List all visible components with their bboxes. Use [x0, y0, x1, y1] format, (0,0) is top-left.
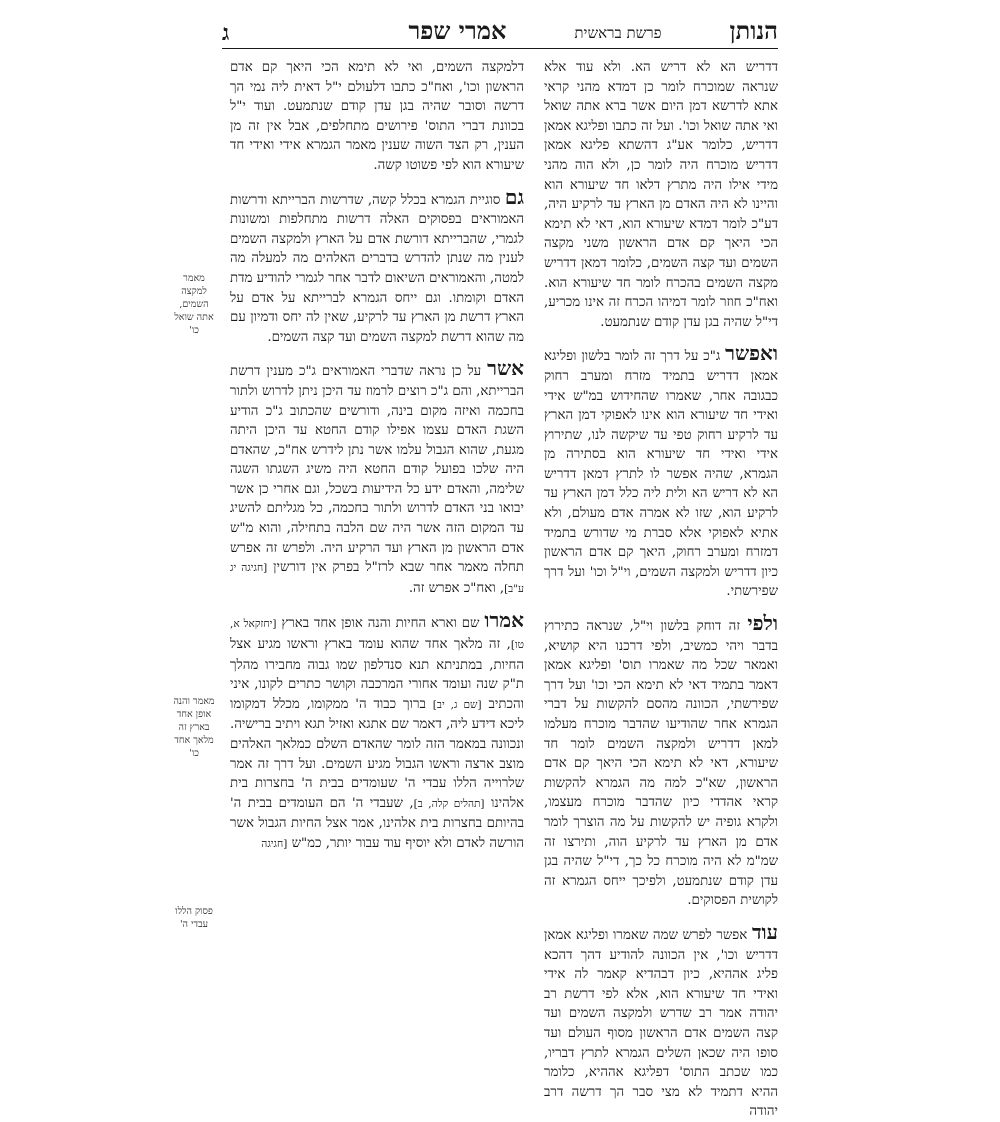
running-head: [222, 14, 778, 49]
source-citation: [שם ג, יב]: [432, 698, 482, 711]
lead-word: אמרו: [484, 608, 524, 633]
source-citation: [תהלים קלה, ב]: [413, 797, 485, 810]
corner-word: הנותן: [729, 16, 778, 45]
paragraph: [544, 611, 778, 911]
paragraph-text: סוגיית הגמרא בכלל קשה, שדרשות הברייתא ודרשות האמוראים בפסוקים האלה דרשות מתחלפות ומשונות לגמרי, שהברייתא דורשת אדם על הארץ ולמקצה השמים לענין מה שנתן להדרש בדברים האלהים מה למעלה מה למטה, והאמוראים השיאום לדבר אחר לגמרי להודיע מדת האדם וקומתו. וגם ייחס הגמרא לברייתא על אדם על הארץ דרשת מן הארץ עד לרקיע, שאין לה יחס ודמיון עם מה שהוא דרשת למקצה השמים ועד קצה השמים.: [230, 192, 524, 345]
source-citation: [חגיגה יג ע"ב]: [230, 562, 524, 595]
paragraph: [230, 184, 524, 348]
paragraph-text: ברוך כבוד ה' ממקומו, מכלל דמקומו ליכא דידע ליה, דאמר שם אתגא ואזיל תגא ויתיב ברישיה. ונכוונה במאמר הזה לומר שהאדם השלם כמלאך האלהים מוצב ארצה וראשו הגבול מגיע השמים. ועל דרך זה אמר שלרוייה הללו עבדי ה' שעומדים בבית ה' בחצרות בית אלהינו: [230, 696, 525, 811]
paragraph-text: אפשר לפרש שמה שאמרו ופליגא אמאן דדריש וכו', אין הכוונה להודיע דהך דהכא פליג אההיא, כיון דבהדיא קאמר לה אידי ואידי חד שיעורא הוא, אלא לפי דרשת רב יהודה אמר רב שדרש ולמקצה השמים ועד קצה השמים אדם הראשון מסוף העולם ועד סופו היה שכאן השלים הגמרא לתרץ דבריו, כמו שכתב התוס' דפליגא אההיא, כלומר ההיא דתמיד לא מצי סבר הך דרשה דרב יהודה: [544, 927, 778, 1120]
right-column: [544, 58, 778, 1120]
paragraph-text: על כן נראה שדברי האמוראים ג"כ מענין דרשת הברייתא, והם ג"כ רוצים לרמוז עד היכן ניתן לדרוש ולתור בחכמה ואיזה מקום בינה, ודורשים שהכתוב ג"כ הודיע השגת האדם עצמו אפילו קודם החטא עד היכן היתה מגעת, שהוא הגבול עלמו אשר נתן לידרש אח"כ, שהאדם היה שלכו בפועל קודם החטא היה משיג השגתו השגה שלימה, והאדם ידע כל הידיעות בשכל, וגם אחרי כן אשר יבואו בני האדם לדרוש ולתור בחכמה, כל מגליתם להשיג עד המקום הזה אשר היה שם הלבה בתחילה, והוא מ"ש אדם הראשון מן הארץ ועד הרקיע היה. ולפרש זה אפרש תחלה מאמר אחר שבא לרז"ל בפרק אין דורשין: [230, 364, 525, 576]
margin-note: מאמר למקצה השמים, אתה שואל כו': [174, 273, 214, 336]
lead-word: עוד: [751, 919, 778, 944]
lead-word: ואפשר: [725, 341, 778, 366]
paragraph-text: שם וארא החיות והנה אופן אחד בארץ: [281, 616, 480, 632]
paragraph-text: זה דוחק בלשון וי"ל, שנראה כתירוץ בדבר ויהי כמשיב, ולפי דרכנו היא קושיא, ואמאר שכל מה שאמרו תוס' ופליגא אמאן דאמר בתמיד דאי לא תימא הכי וכו' ועל דרך שפירשתי, הכוונה מהסם להקשות על דברי הגמרא אחר שהודיעו שהדבר מוכרח מעלמו למאן דדריש ולמקצה השמים לומר חד שיעורא, דאי לא תימא הכי היאך קם אדם הראשון, שא"כ למה מה הגמרא להקשות קראי אהדדי כיון שהדבר מוכרח מעצמו, ולקרא גופיה יש להקשות על מה הוצרך לומר אדם מן הארץ עד לרקיע הוה, ותירצו זה שמ"מ לא היה מוכרח כל כך, די"ל שהיה בגן עדן קודם שנתמעט, ולפיכך ייחס הגמרא זה לקושית הפסוקים.: [544, 619, 778, 909]
paragraph-text: דדריש הא לא דריש הא. ולא עוד אלא שנראה שמוכרח לומר כן דמדא מהני קראי אתא לדרשא דמן היום אשר ברא אתה שואל ואי אתה שואל וכו'. ועל זה כתבו ופליגא אמאן דדריש, כלומר אע"ג דהשתא פליגא אמאן דדריש מוכרח היה לומר כן, ולא הוה מהני מידי אילו היה מתרץ דלאו חד שיעורא הוא והיינו לא היה האדם מן הארץ עד לרקיע היה, דע"כ לומר דמדא שיעורא הוא, דאי לא תימא הכי היאך קם אדם הראשון משני מקצה השמים ועד קצה השמים, כלומר דמאן דדריש מקצה השמים בהכרח לומר חד שיעורא הוא. ואח"כ חוזר לומר דמיהו הכרח זה אינו מכריע, די"ל שהיה בגן עדן קודם שנתמעט.: [544, 60, 778, 330]
paragraph-text: ג"כ על דרך זה לומר בלשון ופליגא אמאן דדריש בתמיד מזרח ומערב רחוק כבגובה אחר, שאמרו שהחידוש במ"ש אידי ואידי חד שיעורא הוא אינו לאפוקי דמן הארץ עד לרקיע רחוק טפי עד שיקשה לנו, שתירוץ אידי ואידי חד שיעורא הוא בסתירה מן הגמרא, שהיה אפשר לו לתרץ דמאן דדריש הא לא דריש הא ולית ליה כלל דמן הארץ עד לרקיע הוא, שזו לא אמרה אדם מעולם, ולא אתיא לאפוקי אלא סברת מי שדורש בתמיד דמזרח ומערב רחוק, היאך קם אדם הראשון כיון דדריש ולמקצה השמים, וי"ל וכו' ועל דרך שפירשתי.: [544, 349, 778, 600]
book-title: אמרי שפר: [408, 16, 507, 45]
parasha-name: פרשת בראשית: [574, 24, 662, 42]
paragraph-text: דלמקצה השמים, ואי לא תימא הכי היאך קם אדם הראשון וכו', ואח"כ כתבו דלעולם י"ל דאית ליה נמי הך דרשה וסובר שהיה בגן עדן קודם שנתמעט. ועוד י"ל בכוונת דברי התוס' פירושים מתחלפים, אבל אין זה מן הענין, רק הצד השוה שענין מאמר הגמרא אידי ואידי חד שיעורא הוא לפי פשוטו קשה.: [230, 60, 524, 173]
paragraph: [544, 919, 778, 1122]
paragraph-text: , שעבדי ה' הם העומדים בבית ה' בהיותם בחצרות בית אלהינו, אמר אצל החיות הגבול אשר הורשה לאדם ולא יוסיף עוד עבור יותר, כמ"ש: [230, 795, 524, 851]
lead-word: אשר: [487, 356, 524, 381]
running-head-right: [408, 16, 778, 46]
left-column: [230, 58, 524, 988]
margin-note: מאמר והנה אופן אחד בארץ זה מלאך אחד כו': [173, 696, 215, 759]
paragraph: [544, 58, 778, 332]
source-citation: [חגיגה: [261, 837, 288, 850]
paragraph-text: , ואח"כ אפרש זה.: [408, 580, 505, 596]
margin-note: פסוק הללו עבדי ה': [175, 906, 213, 930]
paragraph: [230, 58, 524, 176]
paragraph: [544, 341, 778, 602]
lead-word: גם: [504, 184, 524, 209]
page-letter: ג: [222, 20, 230, 46]
source-citation: [יחזקאל א, טו]: [230, 618, 524, 652]
paragraph: [230, 608, 525, 854]
lead-word: ולפי: [747, 611, 778, 636]
paragraph-text: , זה מלאך אחד שהוא עומד בארץ וראשו מגיע אצל החיות, במתניתא תנא סנדלפון שמו גבוה מחבירו מהלך ת"ק שנה ועומד אחורי המרכבה וקושר כתרים לקונו, איני והכתיב: [230, 637, 524, 712]
paragraph: [230, 356, 525, 599]
